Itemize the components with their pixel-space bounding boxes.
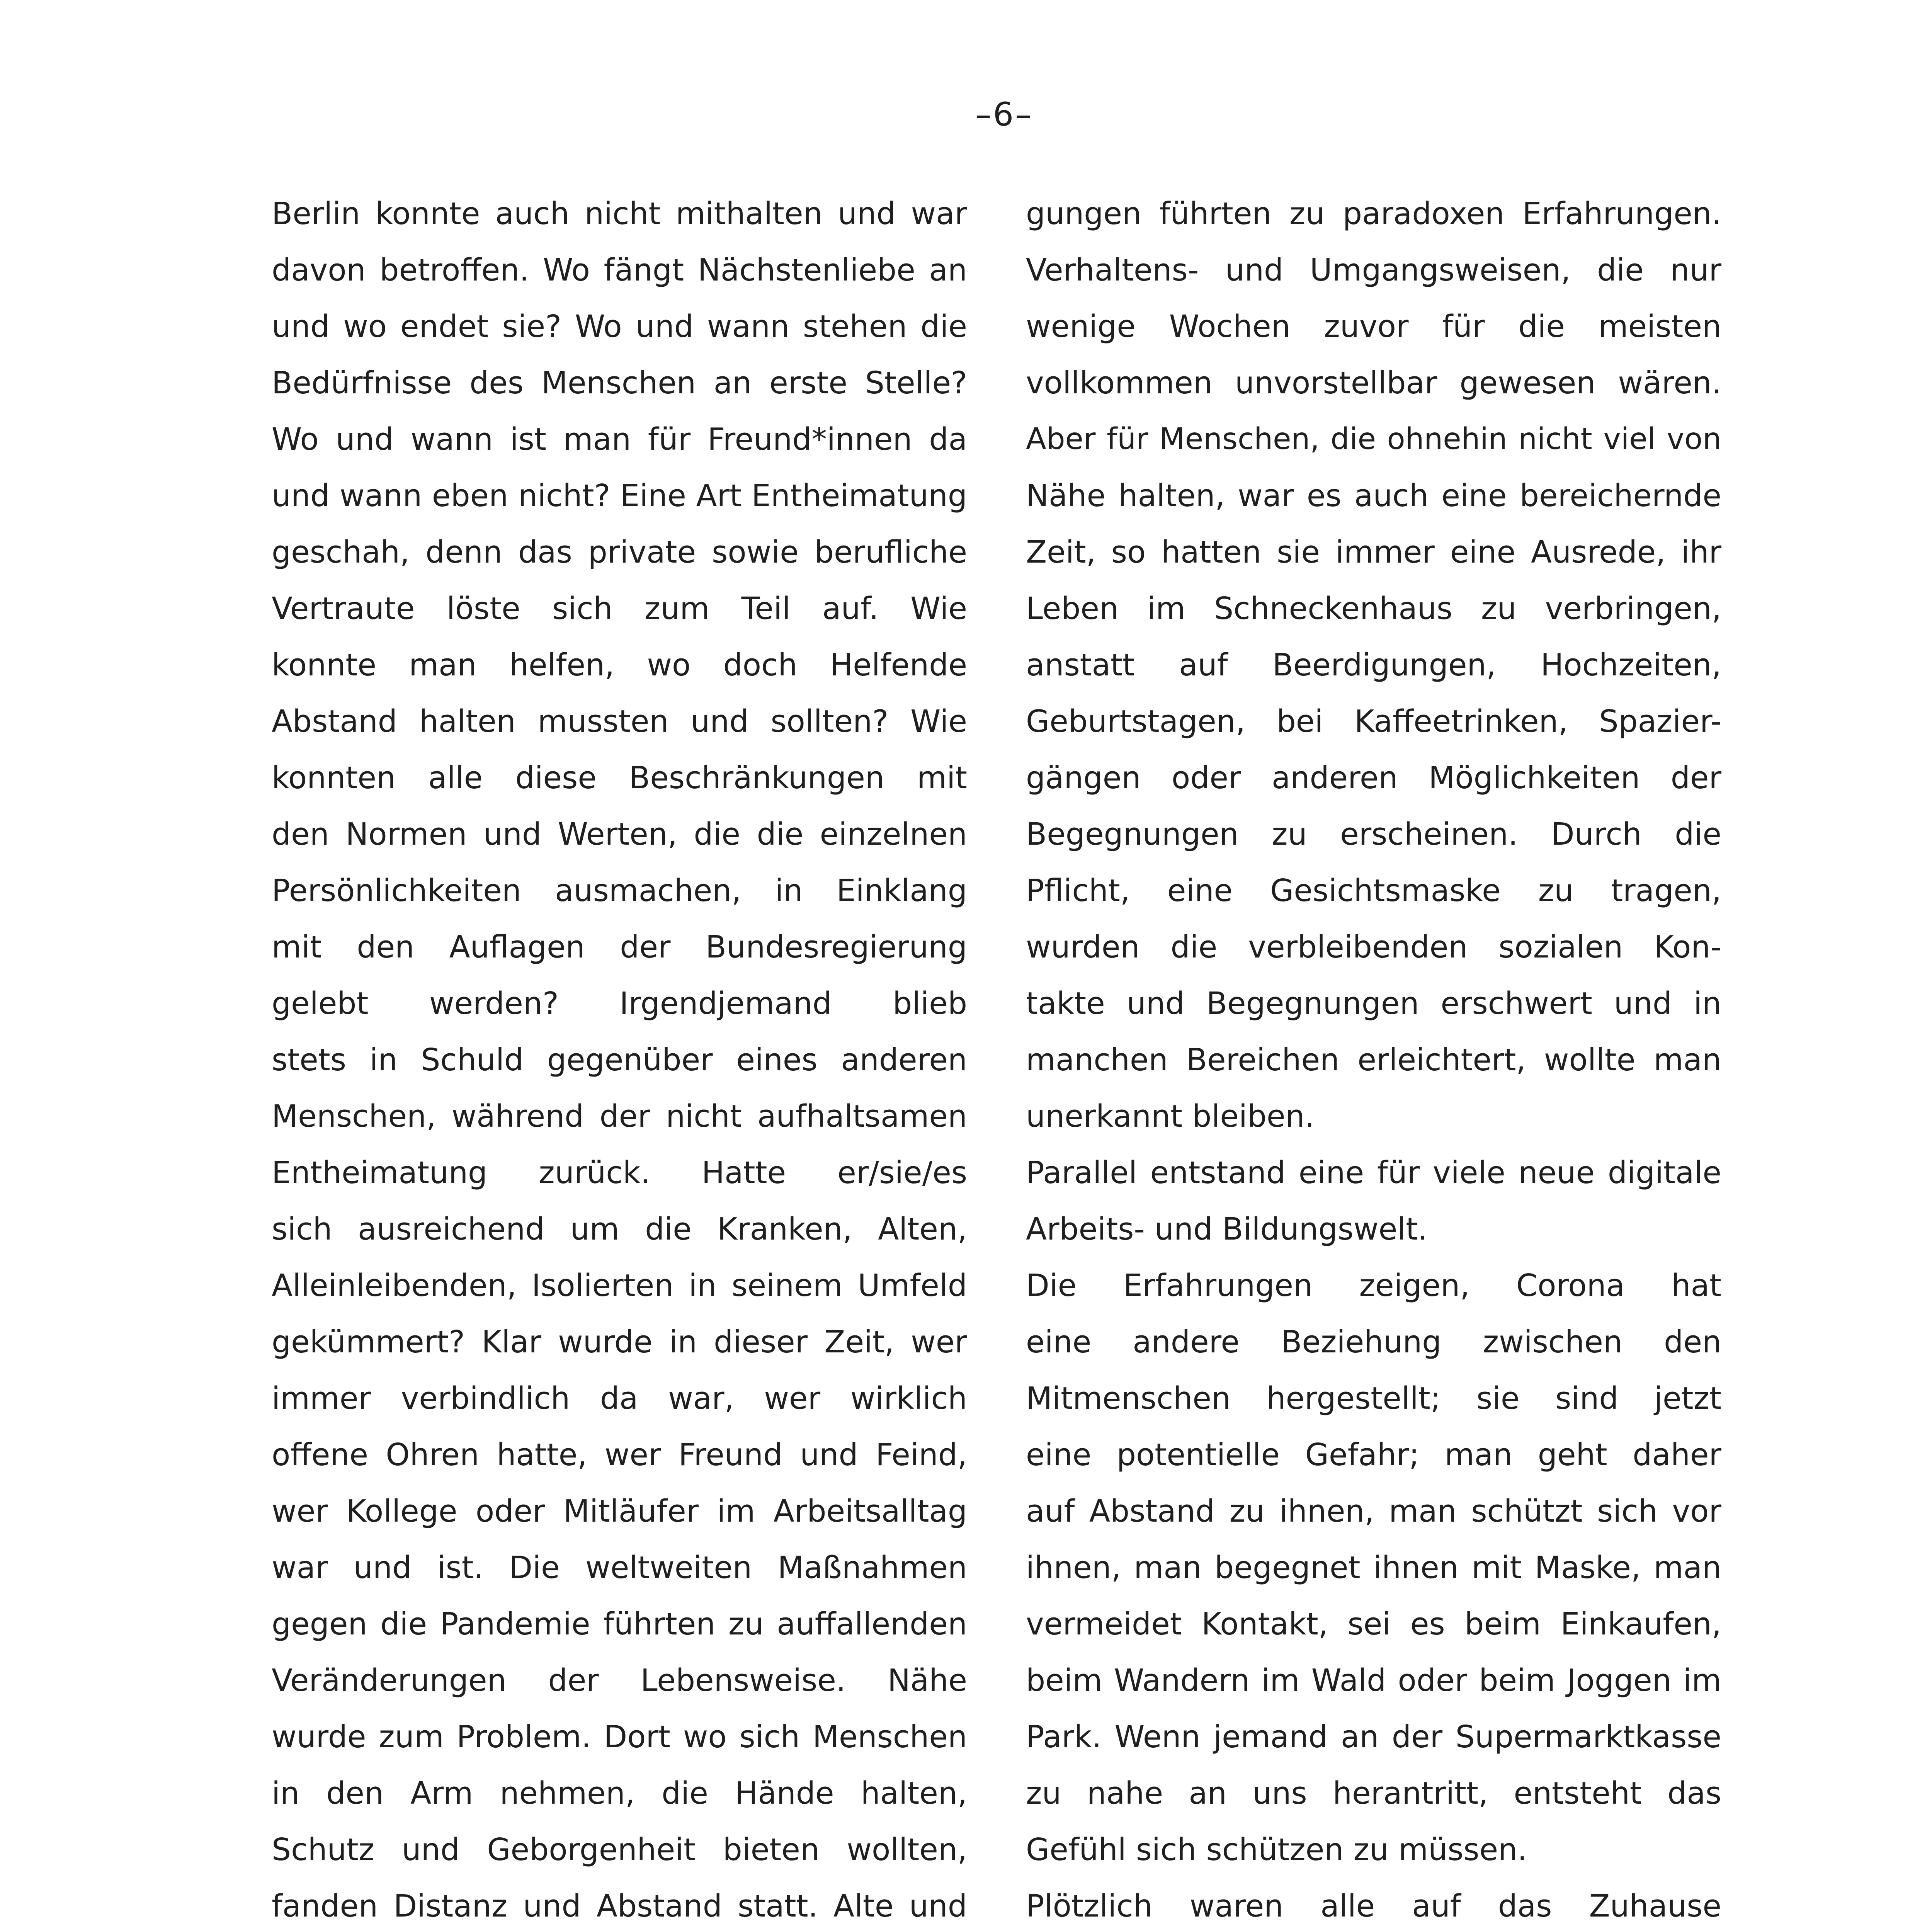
text-line: sich ausreichend um die Kranken, Alten, [272, 1211, 967, 1247]
text-line: Parallel entstand eine für viele neue digitale [1026, 1155, 1721, 1190]
text-line: Nähe halten, war es auch eine bereichernde [1026, 478, 1721, 514]
text-line: Berlin konnte auch nicht mithalten und war [272, 196, 967, 231]
text-line: Leben im Schneckenhaus zu verbringen, [1026, 591, 1721, 626]
text-line: Geburtstagen, bei Kaffeetrinken, Spazier- [1026, 704, 1721, 739]
text-line: ihnen, man begegnet ihnen mit Maske, man [1026, 1550, 1721, 1585]
text-line: Vertraute löste sich zum Teil auf. Wie [272, 591, 967, 626]
text-line: anstatt auf Beerdigungen, Hochzeiten, [1026, 647, 1721, 683]
text-line: davon betroffen. Wo fängt Nächstenliebe an [272, 252, 967, 288]
text-line: zu nahe an uns herantritt, entsteht das [1026, 1776, 1721, 1811]
text-line: Plötzlich waren alle auf das Zuhause [1026, 1888, 1721, 1924]
text-line: Persönlichkeiten ausmachen, in Einklang [272, 873, 967, 908]
right-text-column [1026, 185, 1721, 1932]
text-line: Aber für Menschen, die ohnehin nicht viel von [1026, 422, 1721, 456]
text-line: Entheimatung zurück. Hatte er/sie/es [272, 1155, 967, 1190]
text-line: vermeidet Kontakt, sei es beim Einkaufen, [1026, 1606, 1721, 1642]
text-line: Zeit, so hatten sie immer eine Ausrede, ihr [1026, 534, 1721, 570]
text-line: Veränderungen der Lebensweise. Nähe [272, 1663, 967, 1698]
text-line: den Normen und Werten, die die einzelnen [272, 816, 967, 852]
text-line: wenige Wochen zuvor für die meisten [1026, 309, 1721, 344]
text-line: Bedürfnisse des Menschen an erste Stelle? [272, 365, 967, 401]
text-line: Begegnungen zu erscheinen. Durch die [1026, 816, 1721, 852]
text-line: gängen oder anderen Möglichkeiten der [1026, 760, 1721, 796]
text-line: wer Kollege oder Mitläufer im Arbeitsalltag [272, 1493, 967, 1529]
text-line: Park. Wenn jemand an der Supermarktkasse [1026, 1719, 1721, 1755]
text-line: fanden Distanz und Abstand statt. Alte und [272, 1888, 967, 1924]
text-line: Gefühl sich schützen zu müssen. [1026, 1832, 1527, 1867]
text-line: Pflicht, eine Gesichtsmaske zu tragen, [1026, 873, 1721, 908]
text-line: mit den Auflagen der Bundesregierung [272, 929, 967, 965]
text-line: wurde zum Problem. Dort wo sich Menschen [272, 1719, 967, 1755]
text-line: vollkommen unvorstellbar gewesen wären. [1026, 365, 1721, 401]
page-number: –6– [975, 95, 1033, 133]
text-line: konnte man helfen, wo doch Helfende [272, 647, 967, 683]
text-line: Alleinleibenden, Isolierten in seinem Umfeld [272, 1268, 967, 1303]
text-line: eine potentielle Gefahr; man geht daher [1026, 1437, 1721, 1473]
text-line: und wo endet sie? Wo und wann stehen die [272, 309, 967, 344]
text-line: manchen Bereichen erleichtert, wollte man [1026, 1042, 1721, 1078]
text-line: unerkannt bleiben. [1026, 1099, 1315, 1134]
text-line: takte und Begegnungen erschwert und in [1026, 986, 1721, 1021]
text-line: beim Wandern im Wald oder beim Joggen im [1026, 1663, 1721, 1698]
text-line: konnten alle diese Beschränkungen mit [272, 760, 967, 796]
text-line: Verhaltens- und Umgangsweisen, die nur [1026, 252, 1721, 288]
text-line: Arbeits- und Bildungswelt. [1026, 1211, 1428, 1247]
text-line: war und ist. Die weltweiten Maßnahmen [272, 1550, 967, 1585]
text-line: Abstand halten mussten und sollten? Wie [272, 704, 967, 739]
text-line: Die Erfahrungen zeigen, Corona hat [1026, 1268, 1721, 1303]
text-line: geschah, denn das private sowie berufliche [272, 534, 967, 570]
text-line: auf Abstand zu ihnen, man schützt sich vor [1026, 1493, 1721, 1529]
text-line: und wann eben nicht? Eine Art Entheimatung [272, 478, 967, 514]
text-line: gungen führten zu paradoxen Erfahrungen. [1026, 196, 1721, 231]
text-line: offene Ohren hatte, wer Freund und Feind, [272, 1437, 967, 1473]
text-line: gelebt werden? Irgendjemand blieb [272, 986, 967, 1021]
text-line: gegen die Pandemie führten zu auffallenden [272, 1606, 967, 1642]
text-line: eine andere Beziehung zwischen den [1026, 1324, 1721, 1360]
text-line: immer verbindlich da war, wer wirklich [272, 1381, 967, 1416]
text-line: stets in Schuld gegenüber eines anderen [272, 1042, 967, 1078]
left-text-column [272, 185, 967, 1932]
text-line: Schutz und Geborgenheit bieten wollten, [272, 1832, 967, 1867]
text-line: Wo und wann ist man für Freund*innen da [272, 422, 967, 457]
text-line: Menschen, während der nicht aufhaltsamen [272, 1099, 967, 1134]
text-line: Mitmenschen hergestellt; sie sind jetzt [1026, 1381, 1721, 1416]
text-line: in den Arm nehmen, die Hände halten, [272, 1776, 967, 1811]
text-line: gekümmert? Klar wurde in dieser Zeit, wer [272, 1324, 967, 1360]
text-line: wurden die verbleibenden sozialen Kon- [1026, 929, 1721, 965]
